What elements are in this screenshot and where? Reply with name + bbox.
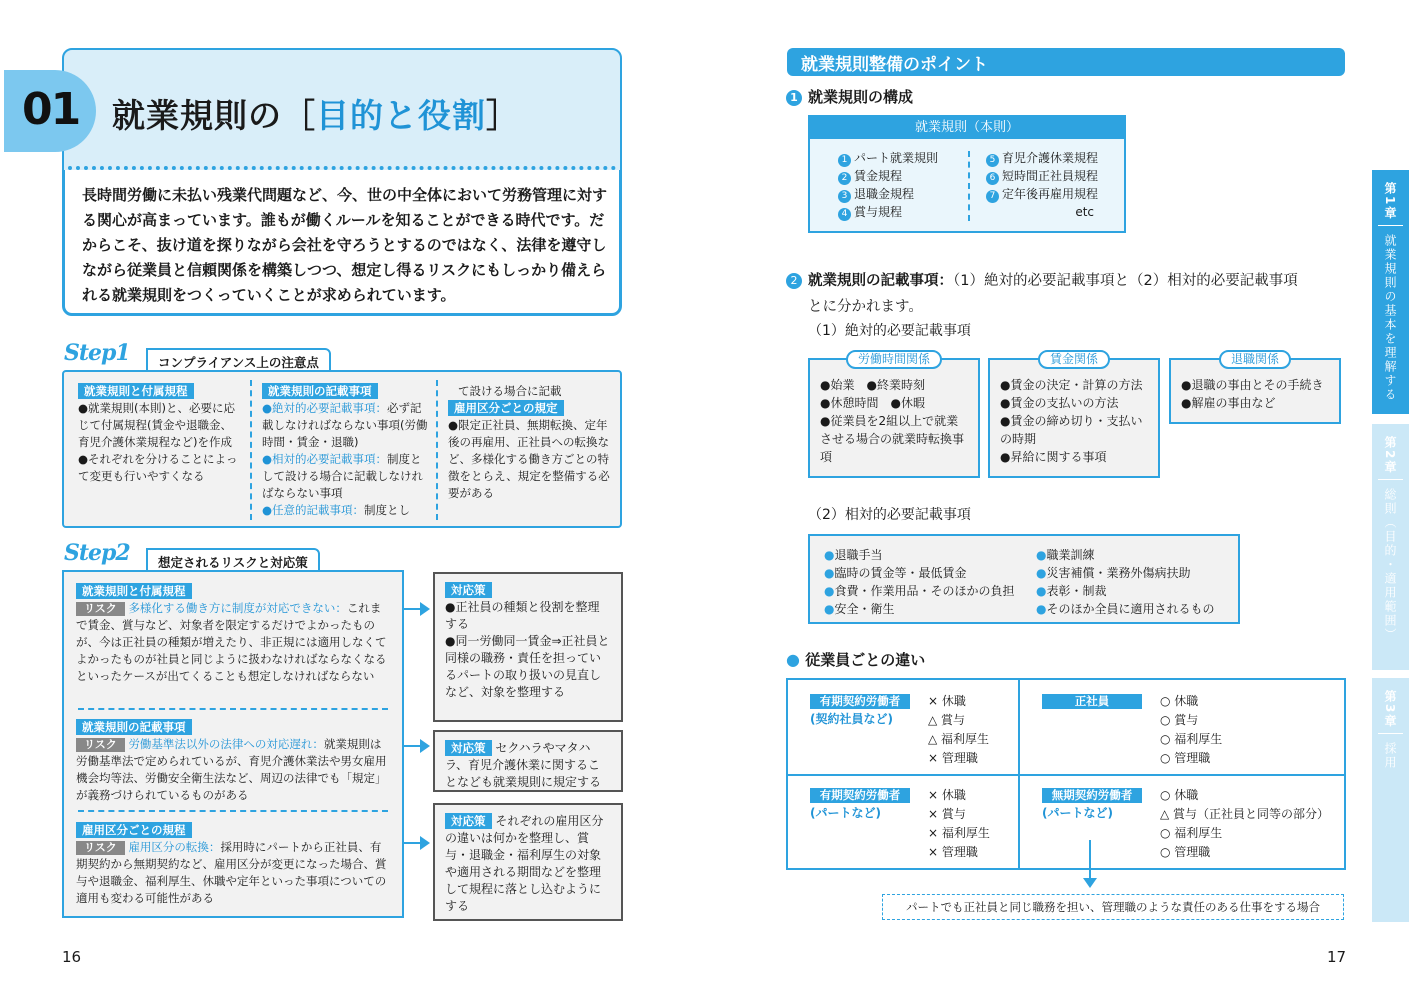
dotted-divider xyxy=(68,166,616,170)
emp-b-tag: 正社員 xyxy=(1042,694,1142,709)
arrowhead-icon xyxy=(1083,878,1097,888)
divider xyxy=(78,810,388,812)
emp-d-tag: 無期契約労働者 xyxy=(1042,788,1142,803)
emp-c-tag: 有期契約労働者 xyxy=(810,788,910,803)
step2-label: Step2 xyxy=(64,540,130,566)
arrowhead-icon xyxy=(420,836,430,850)
structure-head: 就業規則（本則） xyxy=(810,117,1124,139)
chapter-tab-2[interactable]: 第2章 総則（目的・適用範囲） xyxy=(1372,424,1409,670)
relative-items-box xyxy=(808,534,1240,624)
arrowhead-icon xyxy=(420,739,430,753)
absolute-items-title: （1）絶対的必要記載事項 xyxy=(808,323,971,339)
tag: 対応策 xyxy=(445,582,492,598)
abs-box-retire: 退職関係 ●退職の事由とその手続き ●解雇の事由など xyxy=(1169,358,1341,424)
section-2-title: 2 就業規則の記載事項：（1）絶対的必要記載事項と（2）相対的必要記載事項 とに分かれます。 xyxy=(786,268,1356,320)
tag: 雇用区分ごとの規定 xyxy=(448,400,564,416)
emp-a-sub: (契約社員など) xyxy=(810,712,893,726)
step1-col2: 就業規則の記載事項 ●絶対的必要記載事項：必ず記載しなければならない事項(労働時間・賃金・退職) ●相対的必要記載事項：制度として設ける場合に記載しなければならない事項 ●任意的記載事項：制度とし xyxy=(262,384,428,517)
section-3-title: ● 従業員ごとの違い xyxy=(786,650,926,669)
page-title: 就業規則の［目的と役割］ xyxy=(112,96,520,135)
step1-label: Step1 xyxy=(64,340,130,366)
risk-3: 雇用区分ごとの規程 リスク 雇用区分の転換：採用時にパートから正社員、有期契約から無期契約など、雇用区分が変更になった場合、賞与や退職金、福利厚生、休職や定年といった事項についての適用も変わる可能性がある xyxy=(76,823,387,905)
emp-a-list: × 休職 △ 賞与 △ 福利厚生 × 管理職 xyxy=(928,694,990,765)
right-banner: 就業規則整備のポイント xyxy=(787,48,1345,76)
page-number-right: 17 xyxy=(1327,948,1347,966)
abs-box-time: 労働時間関係 ●始業 ●終業時刻 ●休憩時間 ●休暇 ●従業員を2組以上で就業させる場合の就業時転換事項 xyxy=(808,358,980,478)
emp-a-tag: 有期契約労働者 xyxy=(810,694,910,709)
relative-items-title: （2）相対的必要記載事項 xyxy=(808,507,971,523)
divider xyxy=(436,380,438,520)
risk-2: 就業規則の記載事項 リスク 労働基準法以外の法律への対応遅れ：就業規則は労働基準法で定められているが、育児介護休業法や男女雇用機会均等法、労働安全衛生法など、周辺の法律でも「規定」が義務づけられているものがある xyxy=(76,720,387,802)
intro-text: 長時間労働に未払い残業代問題など、今、世の中全体において労務管理に対する関心が高まっています。誰もが働くルールを知ることができる時代です。だからこそ、抜け道を探りながら会社を守ろうとするのではなく、法律を遵守しながら従業員と信頼関係を構築しつつ、想定し得るリスクにもしっかり備えられる就業規則をつくっていくことが求められています。 xyxy=(82,186,608,304)
abs-box-wage: 賃金関係 ●賃金の決定・計算の方法 ●賃金の支払いの方法 ●賃金の締め切り・支払いの時期 ●昇給に関する事項 xyxy=(988,358,1160,478)
tag: 就業規則の記載事項 xyxy=(76,719,192,735)
divider xyxy=(968,151,970,221)
divider xyxy=(78,708,388,710)
structure-box xyxy=(808,115,1126,233)
page-number-left: 16 xyxy=(62,948,82,966)
step1-col1: 就業規則と付属規程 ●就業規則(本則)と、必要に応じて付属規程(賃金や退職金、育児介護休業規程など)を作成 ●それぞれを分けることによって変更も行いやすくなる xyxy=(78,384,238,483)
employee-comparison xyxy=(786,678,1346,870)
tag: 対応策 xyxy=(445,813,492,829)
relative-right-list: ●職業訓練 ●災害補償・業務外傷病扶助 ●表彰・制裁 ●そのほか全員に適用されるもの xyxy=(1036,548,1215,616)
emp-b-list: ○ 休職 ○ 賞与 ○ 福利厚生 ○ 管理職 xyxy=(1160,694,1223,765)
section-number: 01 xyxy=(22,84,80,135)
divider xyxy=(250,380,252,520)
measure-box-3: 対応策 それぞれの雇用区分の違いは何かを整理し、賞与・退職金・福利厚生の対象や適用される期間などを整理して規程に落とし込むようにする xyxy=(433,803,623,921)
measure-box-1: 対応策 ●正社員の種類と役割を整理する ●同一労働同一賃金⇒正社員と同様の職務・責任を担っているパートの取り扱いの見直しなど、対象を整理する xyxy=(433,572,623,722)
arrowhead-icon xyxy=(420,602,430,616)
divider xyxy=(788,774,1344,776)
step1-col3: て設ける場合に記載 雇用区分ごとの規定 ●限定正社員、無期転換、定年後の再雇用、正社員への転換など、多様化する働き方ごとの特徴をとらえ、規定を整備する必要がある xyxy=(448,384,610,500)
tag: 雇用区分ごとの規程 xyxy=(76,822,192,838)
tag: 対応策 xyxy=(445,740,492,756)
down-arrow-icon xyxy=(1089,840,1091,880)
emp-d-list: ○ 休職 △ 賞与（正社員と同等の部分） ○ 福利厚生 ○ 管理職 xyxy=(1160,788,1330,859)
structure-left-list: 1 パート就業規則 2 賃金規程 3 退職金規程 4 賞与規程 xyxy=(838,149,938,221)
emp-d-sub: (パートなど) xyxy=(1042,806,1113,820)
step2-title: 想定されるリスクと対応策 xyxy=(146,548,320,576)
chapter-tab-3[interactable]: 第3章 採用 xyxy=(1372,678,1409,922)
emp-c-list: × 休職 × 賞与 × 福利厚生 × 管理職 xyxy=(928,788,990,859)
note-box: パートでも正社員と同じ職務を担い、管理職のような責任のある仕事をする場合 xyxy=(882,894,1344,920)
emp-c-sub: (パートなど) xyxy=(810,806,881,820)
tag: 就業規則と付属規程 xyxy=(78,383,194,399)
tag: 就業規則の記載事項 xyxy=(262,383,378,399)
section-1-title: 1 就業規則の構成 xyxy=(786,86,913,107)
risk-1: 就業規則と付属規程 リスク 多様化する働き方に制度が対応できない：これまで賃金、賞与など、対象者を限定するだけでよかったものが、今は正社員の種類が増えたり、非正規には適用しなくてよかったものが社員と同じように扱わなければならなくなるといったケースが出てくることも想定しなければならない xyxy=(76,584,387,683)
tag: 就業規則と付属規程 xyxy=(76,583,192,599)
structure-right-list: 5 育児介護休業規程 6 短時間正社員規程 7 定年後再雇用規程 etc xyxy=(986,149,1098,221)
relative-left-list: ●退職手当 ●臨時の賃金等・最低賃金 ●食費・作業用品・そのほかの負担 ●安全・衛生 xyxy=(824,548,1015,616)
chapter-tab-1[interactable]: 第1章 就業規則の基本を理解する xyxy=(1372,170,1409,414)
measure-box-2: 対応策 セクハラやマタハラ、育児介護休業に関することなども就業規則に規定する xyxy=(433,730,623,792)
step1-title: コンプライアンス上の注意点 xyxy=(146,348,331,376)
